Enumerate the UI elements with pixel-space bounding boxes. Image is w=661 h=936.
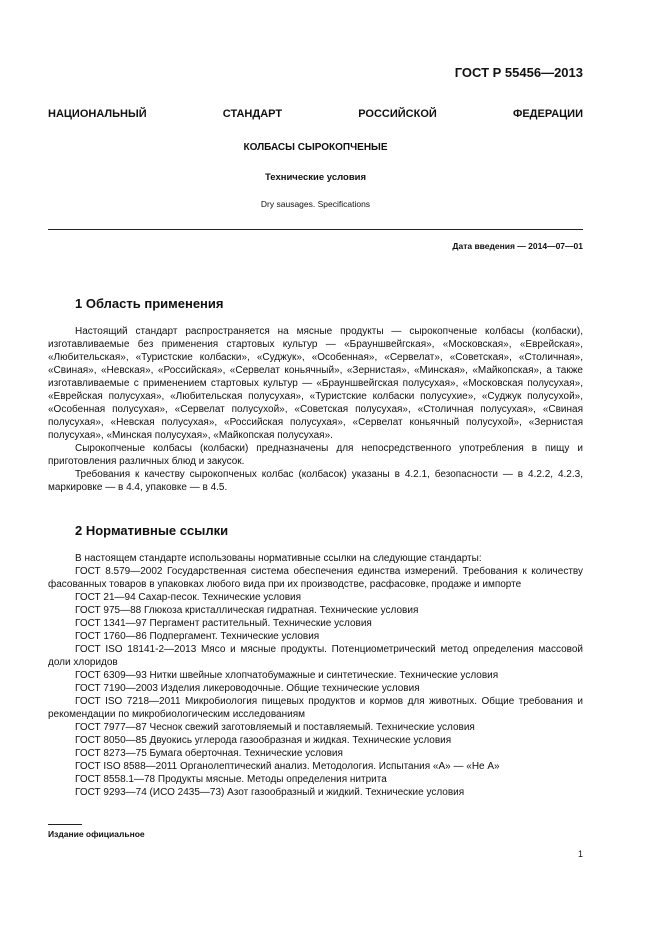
paragraph: В настоящем стандарте использованы нормативные ссылки на следующие стандарты:: [75, 553, 482, 564]
banner-word: НАЦИОНАЛЬНЫЙ: [48, 108, 147, 120]
reference-item: ГОСТ ISO 18141-2—2013 Мясо и мясные продукты. Потенциометрический метод определения массовой доли хлоридов: [48, 644, 583, 668]
reference-item: ГОСТ 8.579—2002 Государственная система обеспечения единства измерений. Требования к количеству фасованных товаров в упаковках любого вида при их производстве, расфасовке, продаже и импорте: [48, 566, 583, 590]
reference-item: ГОСТ 8558.1—78 Продукты мясные. Методы определения нитрита: [75, 774, 387, 785]
paragraph: Требования к качеству сырокопченых колбас (колбасок) указаны в 4.2.1, безопасности — в 4.2.2, 4.2.3, маркировке — в 4.4, упаковке — в 4.5.: [48, 469, 583, 493]
banner-word: РОССИЙСКОЙ: [358, 108, 437, 120]
reference-item: ГОСТ 8050—85 Двуокись углерода газообразная и жидкая. Технические условия: [75, 735, 452, 746]
standard-banner: [48, 108, 583, 120]
document-subtitle: Технические условия: [264, 172, 367, 183]
reference-item: ГОСТ ISO 8588—2011 Органолептический анализ. Методология. Испытания «А» — «Не А»: [75, 761, 500, 772]
reference-item: ГОСТ ISO 7218—2011 Микробиология пищевых продуктов и кормов для животных. Общие требования и рекомендации по микробиологическим исследованиям: [48, 696, 583, 720]
english-title: Dry sausages. Specifications: [260, 199, 371, 209]
page-number: 1: [577, 849, 583, 859]
reference-item: ГОСТ 8273—75 Бумага оберточная. Технические условия: [75, 748, 343, 759]
banner-word: ФЕДЕРАЦИИ: [512, 108, 583, 120]
reference-item: ГОСТ 1760—86 Подпергамент. Технические условия: [75, 631, 320, 642]
edition-note: Издание официальное: [48, 829, 145, 839]
reference-item: ГОСТ 975—88 Глюкоза кристаллическая гидратная. Технические условия: [75, 605, 419, 616]
intro-date: Дата введения — 2014—07—01: [452, 241, 583, 251]
section-heading-references: 2 Нормативные ссылки: [75, 523, 229, 538]
paragraph: Сырокопченые колбасы (колбаски) предназначены для непосредственного употребления в пищу и приготовления различных блюд и закусок.: [48, 443, 583, 467]
gost-code: ГОСТ Р 55456—2013: [454, 65, 583, 80]
section-references-body: [48, 552, 583, 799]
paragraph: Настоящий стандарт распространяется на мясные продукты — сырокопченые колбасы (колбаски), изготавливаемые без применения стартовых культур — «Брауншвейгская», «Московская», «Еврейская», «Любительская», «Туристские колбаски», «Суджук», «Особенная», «Сервелат», «Советская», «Столичная», «Свиная», «Невская», «Российская», «Сервелат коньячный», «Зернистая», «Минская», «Майкопская», а также изготавливаемые с применением стартовых культур — «Брауншвейгская полусухая», «Московская полусухая», «Еврейская полусухая», «Любительская полусухая», «Туристские колбаски полусухие», «Суджук полусухой», «Особенная полусухая», «Сервелат полусухой», «Советская полусухая», «Столичная полусухая», «Свиная полусухая», «Невская полусухая», «Российская полусухая», «Сервелат коньячный полусухой», «Зернистая полусухая», «Минская полусухая», «Майкопская полусухая».: [48, 326, 583, 441]
section-heading-scope: 1 Область применения: [75, 296, 224, 311]
reference-item: ГОСТ 6309—93 Нитки швейные хлопчатобумажные и синтетические. Технические условия: [75, 670, 499, 681]
footer-divider: [48, 824, 82, 825]
document-title: КОЛБАСЫ СЫРОКОПЧЕНЫЕ: [243, 142, 388, 153]
reference-item: ГОСТ 7977—87 Чеснок свежий заготовляемый и поставляемый. Технические условия: [75, 722, 475, 733]
header-divider: [48, 229, 583, 230]
reference-item: ГОСТ 21—94 Сахар-песок. Технические условия: [75, 592, 302, 603]
banner-word: СТАНДАРТ: [222, 108, 283, 120]
reference-item: ГОСТ 9293—74 (ИСО 2435—73) Азот газообразный и жидкий. Технические условия: [75, 787, 465, 798]
reference-item: ГОСТ 7190—2003 Изделия ликероводочные. Общие технические условия: [75, 683, 420, 694]
reference-item: ГОСТ 1341—97 Пергамент растительный. Технические условия: [75, 618, 372, 629]
section-scope-body: [48, 325, 583, 494]
